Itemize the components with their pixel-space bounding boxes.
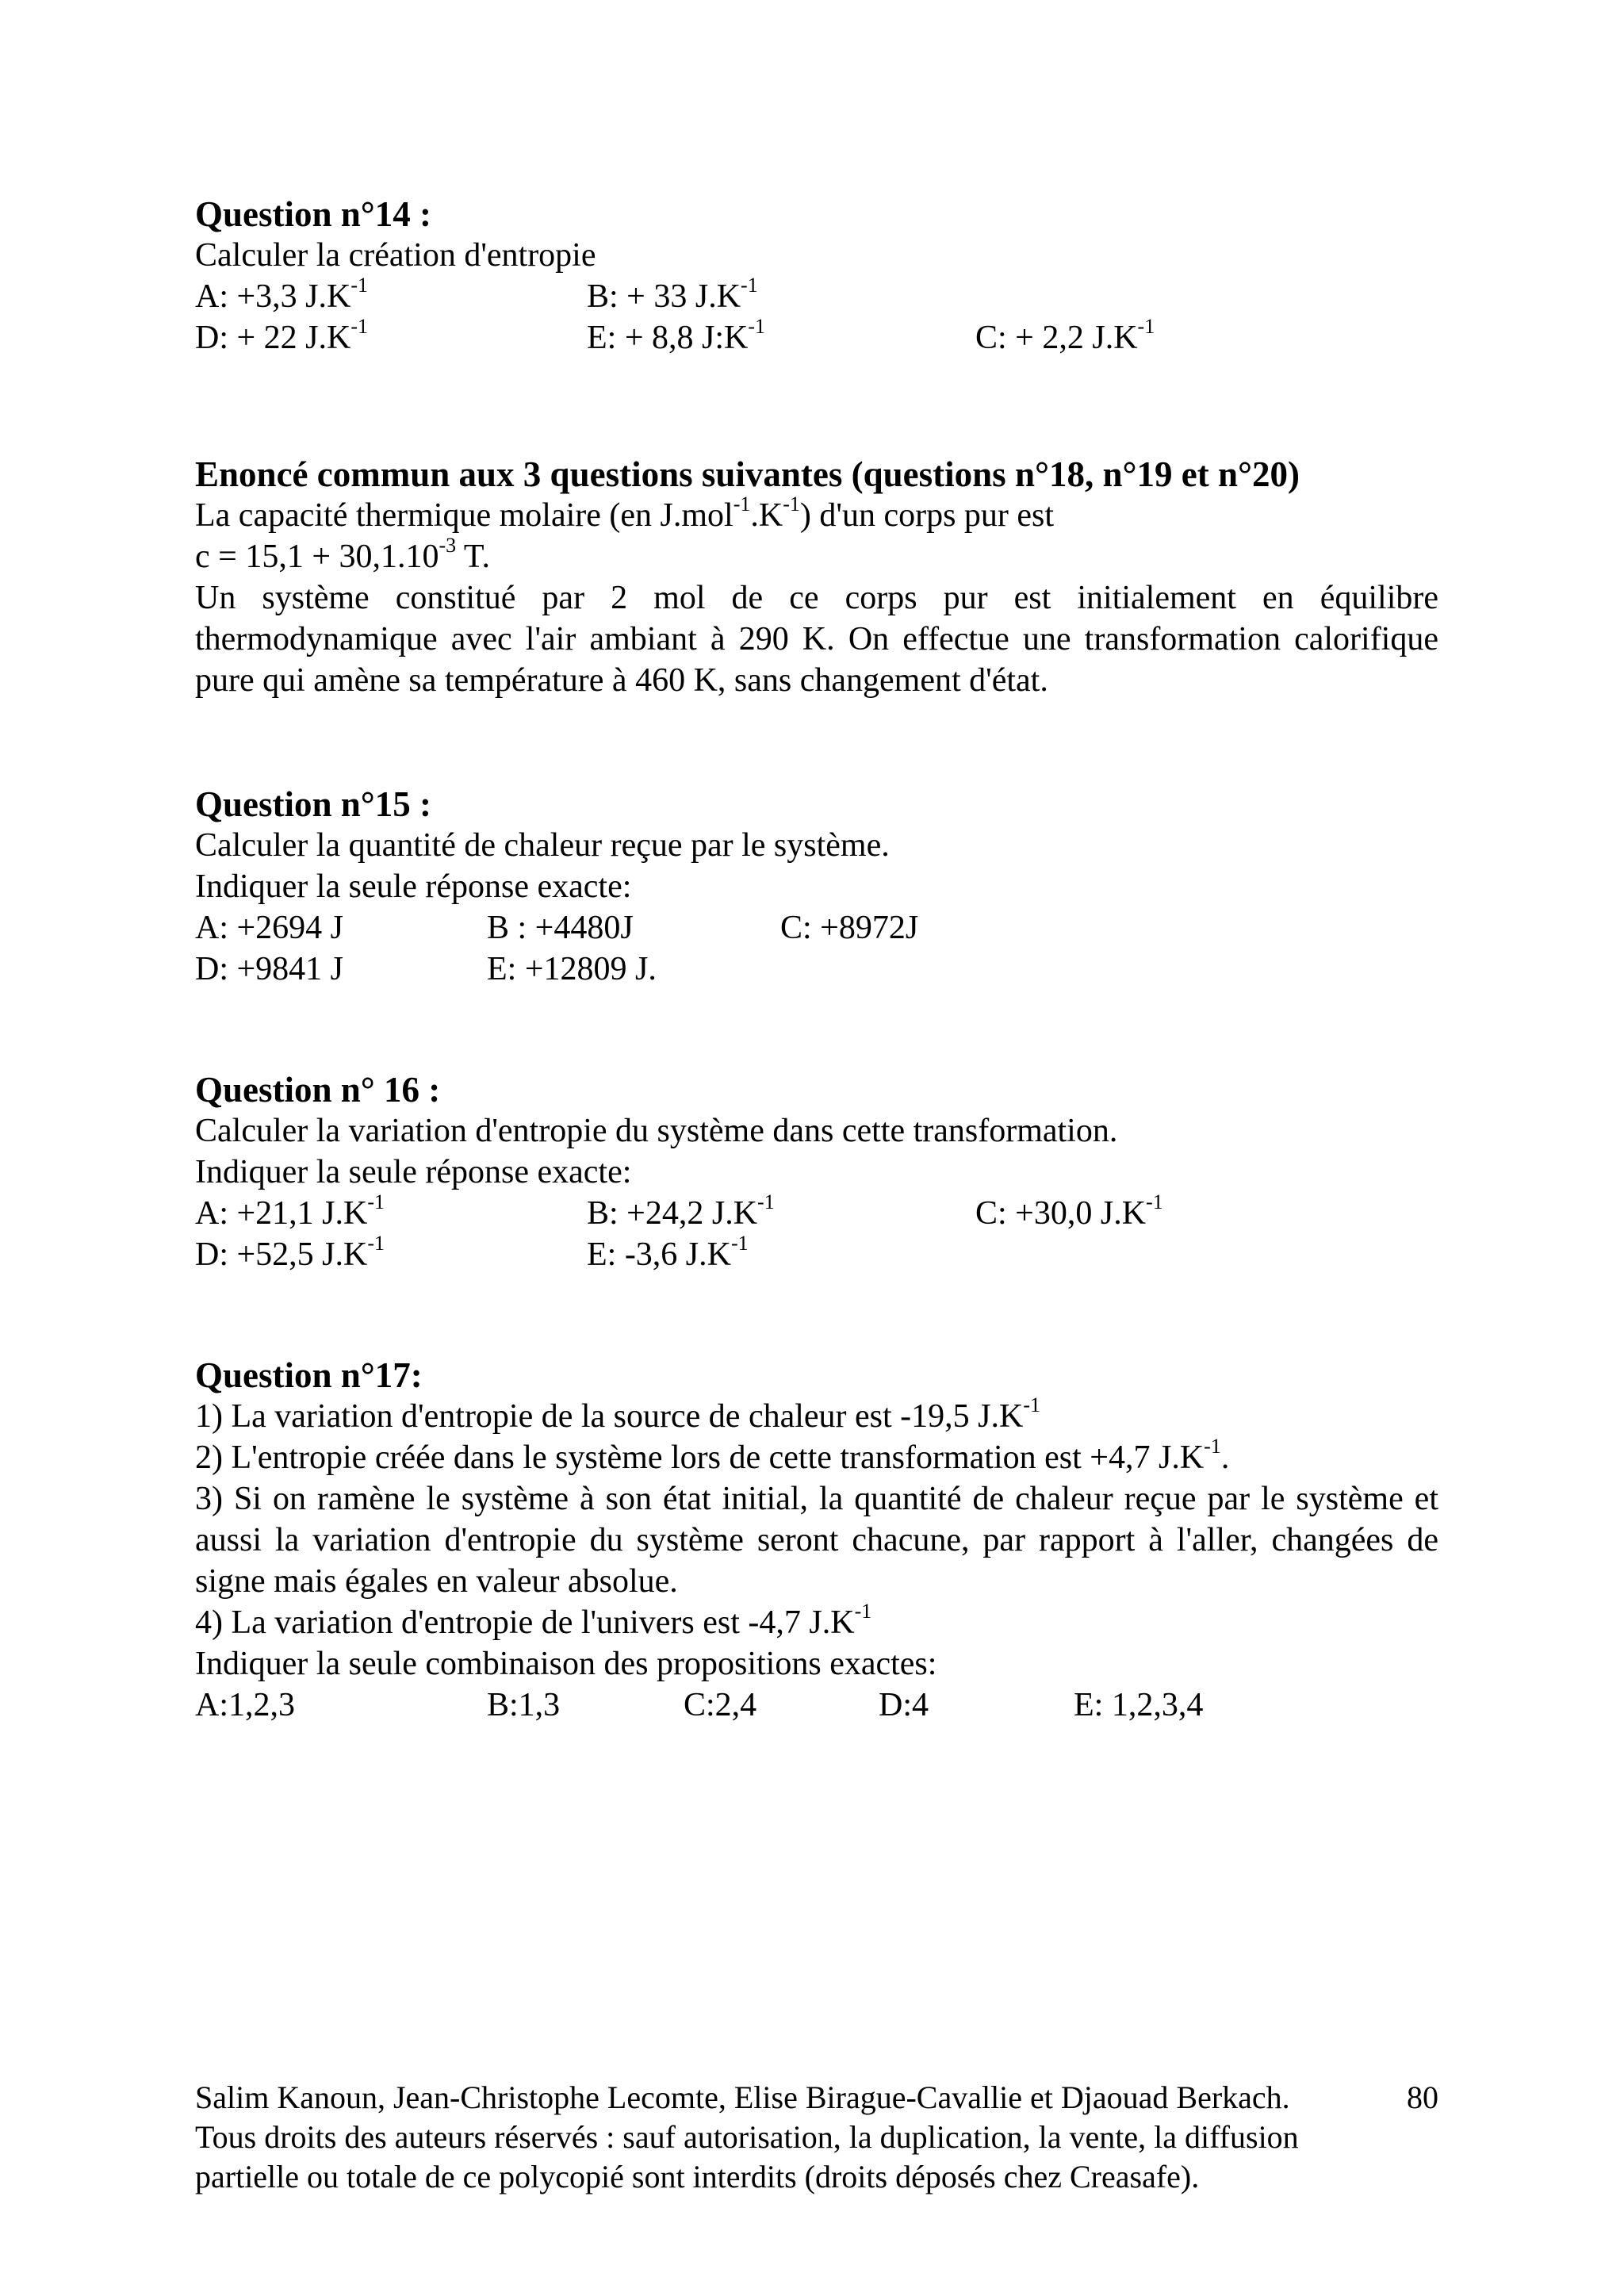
q17-title: Question n°17: <box>195 1355 423 1395</box>
q17-answer-a: A:1,2,3 <box>195 1687 295 1723</box>
footer-authors: Salim Kanoun, Jean-Christophe Lecomte, Elise Birague-Cavallie et Djaouad Berkach. 80 <box>195 2078 1438 2118</box>
page-number: 80 <box>1407 2079 1438 2115</box>
q16-answer-e: E: -3,6 $J.K^{-1}$ <box>587 1232 749 1273</box>
q15-answer-d: D: +9841 J <box>195 951 344 987</box>
q17-answers-row <box>195 1685 1438 1726</box>
q15-instruction: Indiquer la seule réponse exacte: <box>195 868 632 905</box>
footer-copyright-2: partielle ou totale de ce polycopié sont interdits (droits déposés chez Creasafe). <box>195 2159 1200 2194</box>
q16-answer-a: A: +21,1 $J.K^{-1}$ <box>195 1190 385 1232</box>
q15-answer-c: C: +8972J <box>780 910 919 946</box>
q15-row-1 <box>195 907 1438 949</box>
q15-answer-e: E: +12809 J. <box>487 951 657 987</box>
q16-title: Question n° 16 : <box>195 1070 441 1110</box>
q15-title: Question n°15 : <box>195 784 432 824</box>
q15-row-2 <box>195 949 1438 990</box>
enonce-title: Enoncé commun aux 3 questions suivantes (questions n°18, n°19 et n°20) <box>195 454 1300 494</box>
q16-prompt: Calculer la variation d'entropie du système dans cette transformation. <box>195 1113 1118 1149</box>
q17-answer-b: B:1,3 <box>487 1687 561 1723</box>
q14-answer-c: C: + 2,2 $J.K^{-1}$ <box>975 315 1155 356</box>
q14-title: Question n°14 : <box>195 194 432 234</box>
q14-answer-e: E: + 8,8 $J:K^{-1}$ <box>587 315 766 356</box>
q14-answer-a: A: +3,3 $J.K^{-1}$ <box>195 274 369 315</box>
q17-answer-e: E: 1,2,3,4 <box>1074 1687 1204 1723</box>
q14-answer-d: D: + 22 $J.K^{-1}$ <box>195 315 369 356</box>
document-body <box>195 194 1438 1726</box>
q16-row-2 <box>195 1234 1438 1275</box>
q17-answer-c: C:2,4 <box>684 1687 757 1723</box>
q17-proposition-2: 2) L'entropie créée dans le système lors de cette transformation est +4,7 $J.K^{-1}$. <box>195 1435 1230 1476</box>
q17-answer-d: D:4 <box>879 1687 929 1723</box>
q16-instruction: Indiquer la seule réponse exacte: <box>195 1154 632 1190</box>
q14-answer-b: B: + 33 $J.K^{-1}$ <box>587 274 758 315</box>
enonce-line-1: La capacité thermique molaire (en $J.mol^{-1}.K^{-1}$) d'un corps pur est <box>195 493 1055 534</box>
q16-answer-d: D: +52,5 $J.K^{-1}$ <box>195 1232 385 1273</box>
q16-answer-c: C: +30,0 $J.K^{-1}$ <box>975 1190 1163 1232</box>
q15-prompt: Calculer la quantité de chaleur reçue par le système. <box>195 827 890 864</box>
q17-proposition-1: 1) La variation d'entropie de la source de chaleur est -19,5 $J.K^{-1}$ <box>195 1393 1041 1435</box>
q15-answer-b: B : +4480J <box>487 910 634 946</box>
q16-row-1 <box>195 1190 1438 1234</box>
enonce-line-2: $c = 15,1 + 30,1.10^{-3}$ T. <box>195 534 490 575</box>
q14-prompt: Calculer la création d'entropie <box>195 237 596 274</box>
enonce-paragraph: Un système constitué par 2 mol de ce corps pur est initialement en équilibre thermodynamique avec l'air ambiant à 290 K. On effectue une transformation calorifique pure qui amène sa température à 460 K, sans changement d'état. <box>195 580 1438 699</box>
q17-instruction: Indiquer la seule combinaison des propositions exactes: <box>195 1646 937 1682</box>
q17-proposition-3: 3) Si on ramène le système à son état initial, la quantité de chaleur reçue par le système et aussi la variation d'entropie du système seront chacune, par rapport à l'aller, changées de signe mais égales en valeur absolue. <box>195 1481 1438 1600</box>
q14-row-1 <box>195 276 1438 317</box>
footer-copyright-1: Tous droits des auteurs réservés : sauf autorisation, la duplication, la vente, la diffusion <box>195 2119 1299 2155</box>
q14-row-2 <box>195 317 1438 358</box>
page-footer <box>195 2078 1438 2197</box>
q15-answer-a: A: +2694 J <box>195 910 344 946</box>
q17-proposition-4: 4) La variation d'entropie de l'univers est -4,7 $J.K^{-1}$ <box>195 1600 872 1641</box>
q16-answer-b: B: +24,2 $J.K^{-1}$ <box>587 1190 775 1232</box>
